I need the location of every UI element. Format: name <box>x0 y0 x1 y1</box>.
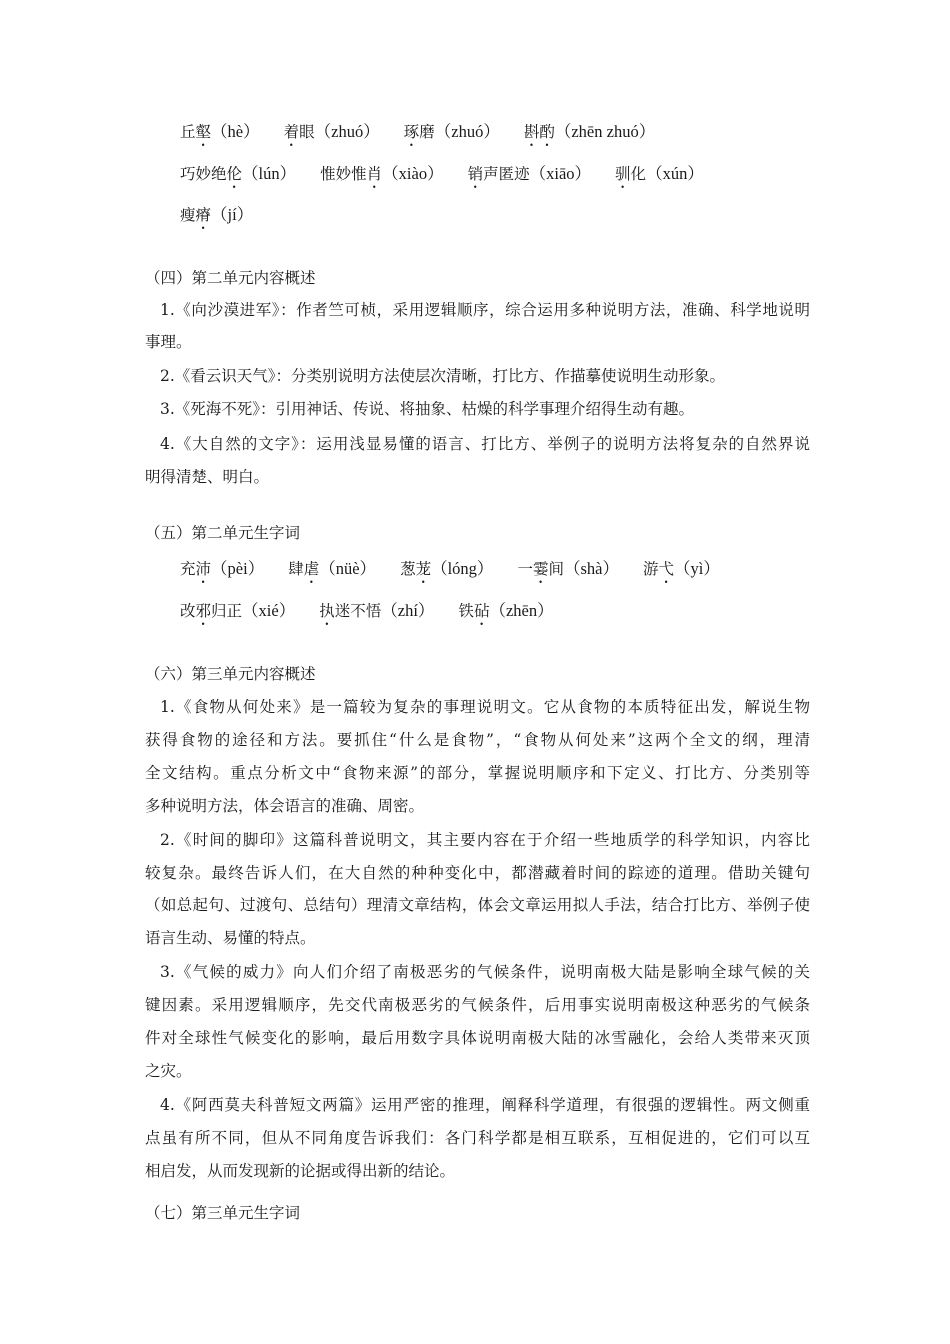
vocab-item: 着眼（zhuó） <box>283 122 380 141</box>
vocab-item: 一霎间（shà） <box>517 559 619 578</box>
paragraph-line: 全文结构。重点分析文中“食物来源”的部分，掌握说明顺序和下定义、打比方、分类别等 <box>145 764 810 782</box>
section-heading: （四）第二单元内容概述 <box>145 269 316 287</box>
paragraph-line: 语言生动、易懂的特点。 <box>145 929 316 947</box>
vocab-item: 肆虐（nüè） <box>288 559 377 578</box>
paragraph-line: 键因素。采用逻辑顺序，先交代南极恶劣的气候条件，后用事实说明南极这种恶劣的气候条 <box>145 996 810 1014</box>
paragraph-line: 1.《食物从何处来》是一篇较为复杂的事理说明文。它从食物的本质特征出发，解说生物 <box>160 698 810 716</box>
vocab-item: 充沛（pèi） <box>180 559 265 578</box>
vocab-row-1 <box>180 118 655 150</box>
vocab-item: 巧妙绝伦（lún） <box>180 164 297 183</box>
vocab-item: 驯化（xún） <box>615 164 704 183</box>
paragraph-line: 2.《时间的脚印》这篇科普说明文，其主要内容在于介绍一些地质学的科学知识，内容比 <box>160 831 810 849</box>
vocab-item: 斟酌（zhēn zhuó） <box>523 122 656 141</box>
paragraph-line: 3.《死海不死》：引用神话、传说、将抽象、枯燥的科学事理介绍得生动有趣。 <box>160 400 695 418</box>
vocab-item: 琢磨（zhuó） <box>403 122 500 141</box>
paragraph-line: 4.《大自然的文字》：运用浅显易懂的语言、打比方、举例子的说明方法将复杂的自然界说 <box>160 435 810 453</box>
vocab-row-2 <box>180 160 704 192</box>
paragraph-line: 较复杂。最终告诉人们，在大自然的种种变化中，都潜藏着时间的踪迹的道理。借助关键句 <box>145 864 810 882</box>
vocab-item: 销声匿迹（xiāo） <box>467 164 592 183</box>
section-heading: （五）第二单元生字词 <box>145 524 301 542</box>
paragraph-line: 1.《向沙漠进军》：作者竺可桢，采用逻辑顺序，综合运用多种说明方法，准确、科学地说明 <box>160 301 810 319</box>
section-heading: （六）第三单元内容概述 <box>145 665 316 683</box>
vocab-item: 执迷不悟（zhí） <box>319 601 435 620</box>
paragraph-line: 3.《气候的威力》向人们介绍了南极恶劣的气候条件，说明南极大陆是影响全球气候的关 <box>160 963 810 981</box>
paragraph-line: 件对全球性气候变化的影响，最后用数字具体说明南极大陆的冰雪融化，会给人类带来灭顶 <box>145 1029 810 1047</box>
paragraph-line: 之灾。 <box>145 1062 192 1080</box>
paragraph-line: 4.《阿西莫夫科普短文两篇》运用严密的推理，阐释科学道理，有很强的逻辑性。两文侧重 <box>160 1096 810 1114</box>
vocab-item: 丘壑（hè） <box>180 122 260 141</box>
paragraph-line: 多种说明方法，体会语言的准确、周密。 <box>145 797 425 815</box>
vocab-item: 铁砧（zhēn） <box>458 601 554 620</box>
vocab-item: 瘦瘠（jí） <box>180 205 254 224</box>
paragraph-line: 点虽有所不同，但从不同角度告诉我们：各门科学都是相互联系，互相促进的，它们可以互 <box>145 1129 810 1147</box>
vocab-item: 葱茏（lóng） <box>400 559 494 578</box>
vocab-row-3 <box>180 201 253 233</box>
section-heading: （七）第三单元生字词 <box>145 1204 301 1222</box>
vocab-item: 游弋（yì） <box>642 559 720 578</box>
vocab-row-4 <box>180 555 720 587</box>
paragraph-line: 相启发，从而发现新的论据或得出新的结论。 <box>145 1162 456 1180</box>
paragraph-line: 事理。 <box>145 333 192 351</box>
vocab-item: 改邪归正（xié） <box>180 601 296 620</box>
paragraph-line: 获得食物的途径和方法。要抓住“什么是食物”，“食物从何处来”这两个全文的纲，理清 <box>145 731 810 749</box>
paragraph-line: 明得清楚、明白。 <box>145 468 270 486</box>
vocab-row-5 <box>180 597 554 629</box>
paragraph-line: 2.《看云识天气》：分类别说明方法使层次清晰，打比方、作描摹使说明生动形象。 <box>160 367 726 385</box>
paragraph-line: （如总起句、过渡句、总结句）理清文章结构，体会文章运用拟人手法，结合打比方、举例子使 <box>145 896 810 914</box>
vocab-item: 惟妙惟肖（xiào） <box>320 164 444 183</box>
